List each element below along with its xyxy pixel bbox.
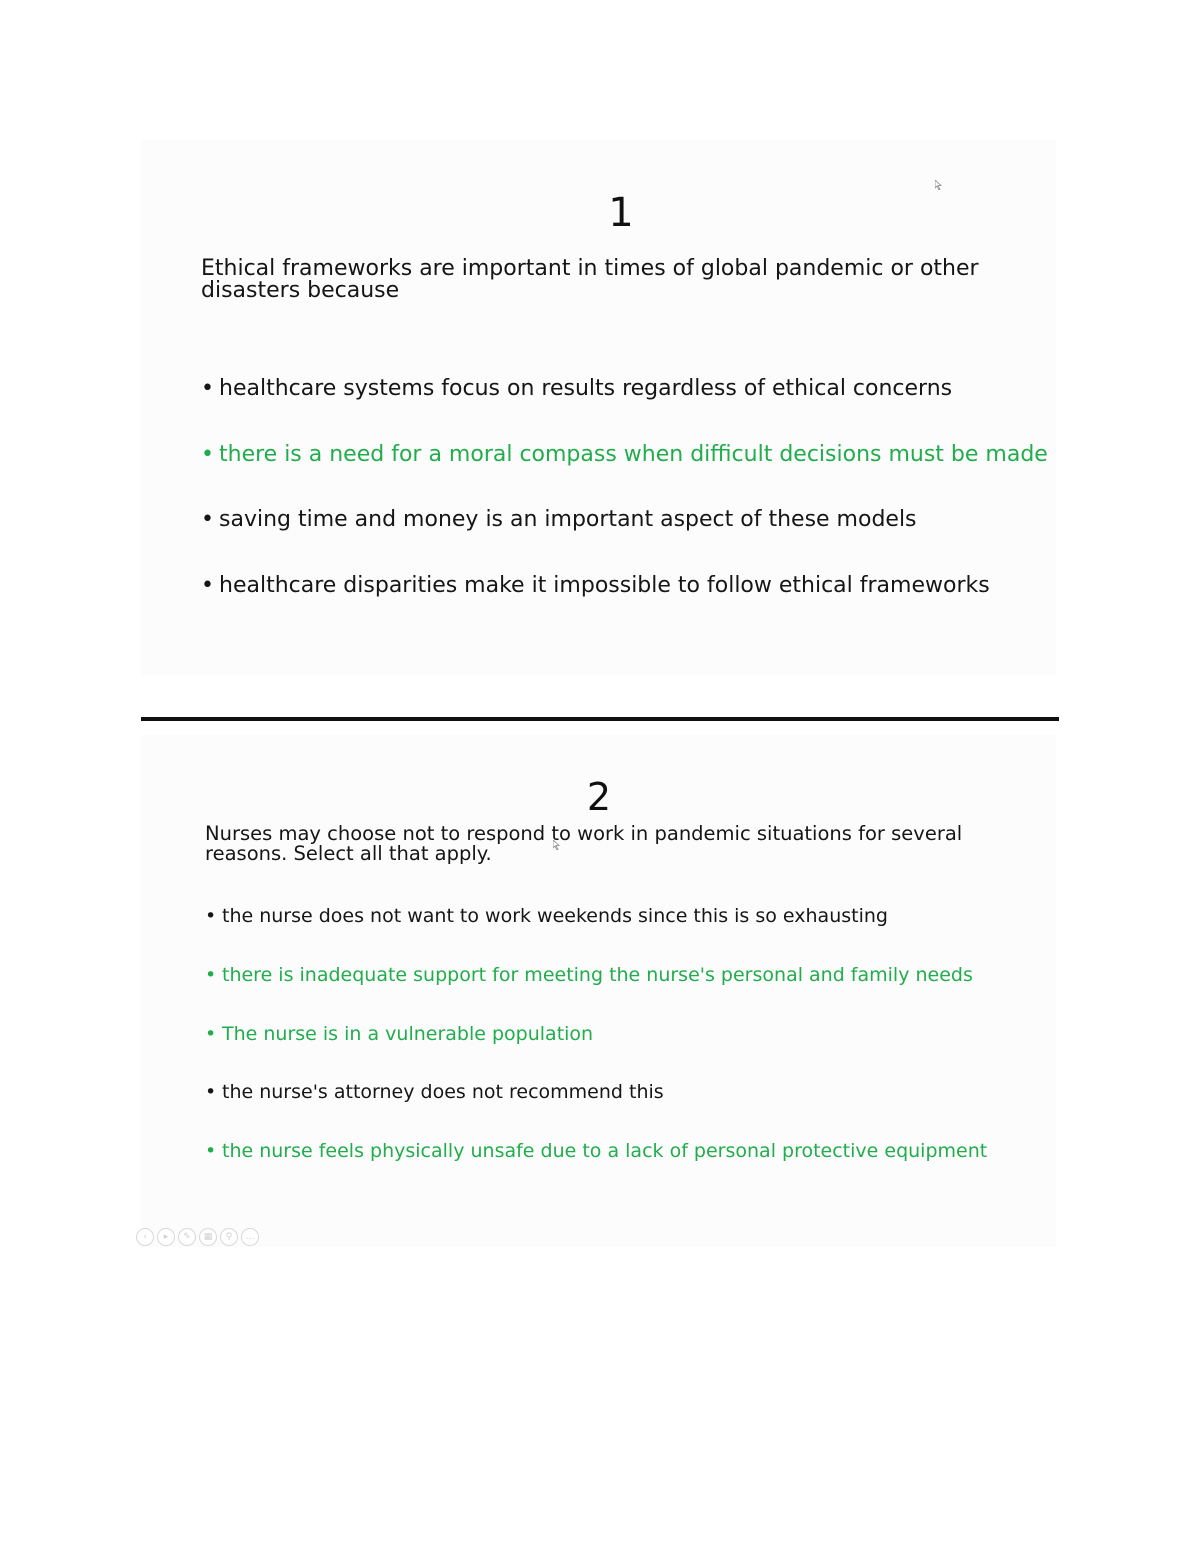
answer-option bbox=[201, 571, 1048, 637]
bullet: • bbox=[205, 1140, 217, 1163]
answer-options bbox=[201, 374, 1048, 636]
answer-option bbox=[201, 440, 1048, 506]
option-text: The nurse is in a vulnerable population bbox=[222, 1022, 594, 1045]
option-text: healthcare systems focus on results regardless of ethical concerns bbox=[219, 376, 953, 401]
answer-option bbox=[205, 962, 987, 1021]
play-icon[interactable]: ▸ bbox=[157, 1228, 175, 1246]
more-icon[interactable]: … bbox=[241, 1228, 259, 1246]
question-text: Ethical frameworks are important in times of global pandemic or other disasters because bbox=[201, 256, 979, 303]
bullet: • bbox=[201, 507, 214, 532]
zoom-icon[interactable]: ⚲ bbox=[220, 1228, 238, 1246]
slideshow-controls bbox=[136, 1228, 259, 1246]
answer-option bbox=[205, 1138, 987, 1197]
option-text: healthcare disparities make it impossible to follow ethical frameworks bbox=[219, 572, 990, 598]
option-text: the nurse feels physically unsafe due to a lack of personal protective equipment bbox=[222, 1140, 988, 1163]
mouse-cursor-icon bbox=[935, 180, 943, 190]
bullet: • bbox=[205, 905, 217, 927]
pen-icon[interactable]: ✎ bbox=[178, 1228, 196, 1246]
previous-icon[interactable]: ‹ bbox=[136, 1228, 154, 1246]
bullet: • bbox=[205, 1022, 217, 1045]
option-text: there is a need for a moral compass when difficult decisions must be made bbox=[219, 441, 1048, 467]
bullet: • bbox=[205, 1081, 217, 1104]
answer-option bbox=[205, 903, 987, 962]
answer-option bbox=[205, 1021, 987, 1080]
bullet: • bbox=[201, 376, 214, 401]
slide-number: 1 bbox=[608, 190, 634, 236]
bullet: • bbox=[205, 963, 217, 986]
slides-icon[interactable]: ▦ bbox=[199, 1228, 217, 1246]
slide-number: 2 bbox=[586, 775, 612, 819]
question-text: Nurses may choose not to respond to work in pandemic situations for several reasons. Select all that apply. bbox=[205, 822, 963, 865]
option-text: the nurse's attorney does not recommend this bbox=[222, 1081, 664, 1104]
answer-option bbox=[201, 374, 1048, 440]
option-text: the nurse does not want to work weekends since this is so exhausting bbox=[222, 905, 888, 927]
answer-options bbox=[205, 903, 987, 1197]
bullet: • bbox=[201, 441, 214, 467]
option-text: there is inadequate support for meeting the nurse's personal and family needs bbox=[222, 963, 973, 986]
answer-option bbox=[205, 1079, 987, 1138]
option-text: saving time and money is an important aspect of these models bbox=[219, 507, 917, 532]
answer-option bbox=[201, 505, 1048, 571]
section-divider bbox=[141, 717, 1059, 721]
bullet: • bbox=[201, 572, 214, 598]
slide-1 bbox=[142, 140, 1056, 675]
slide-2 bbox=[142, 735, 1056, 1247]
